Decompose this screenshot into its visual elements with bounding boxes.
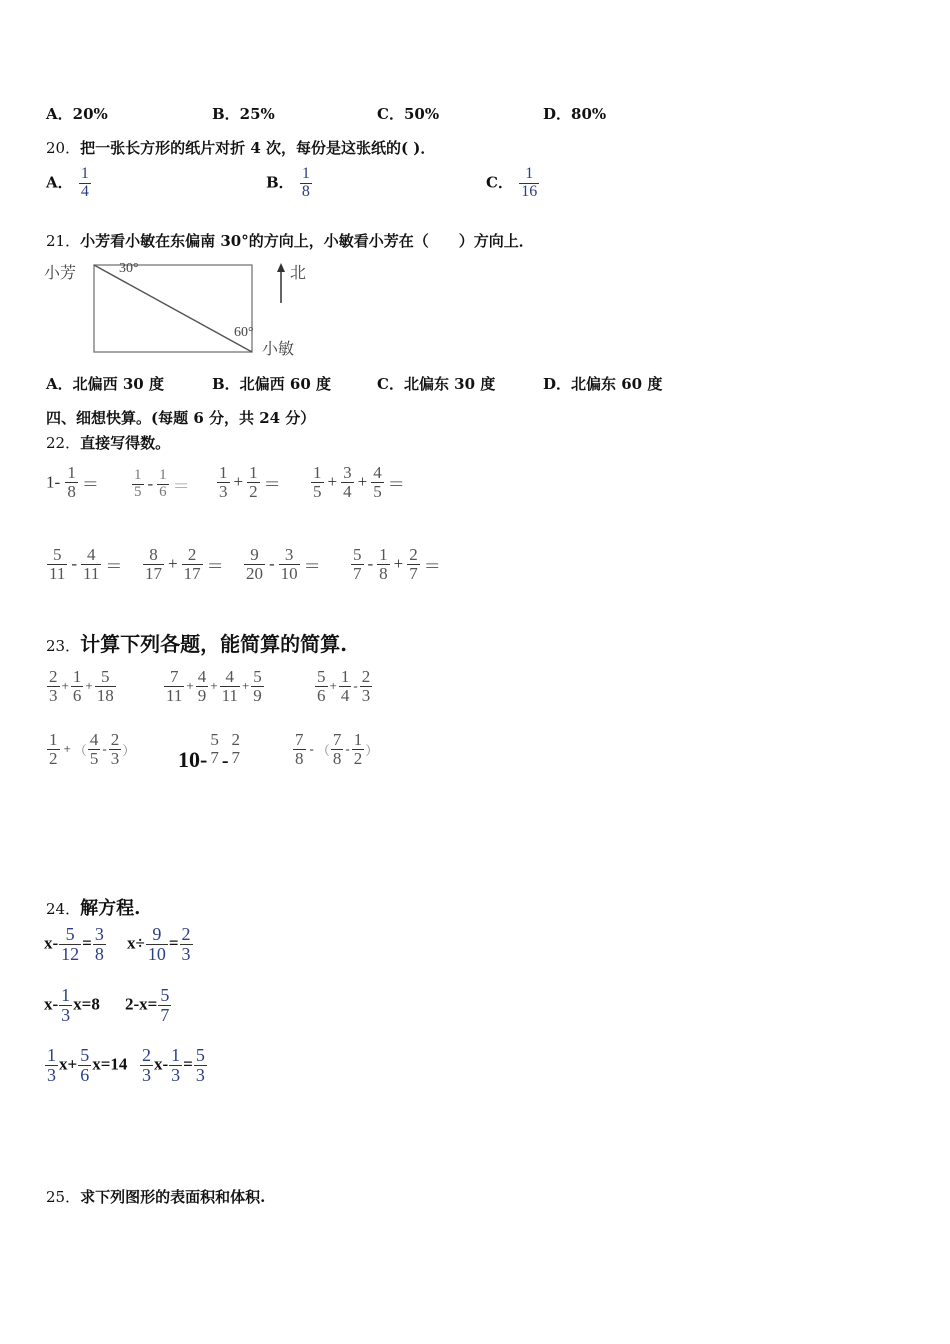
fraction: $\frac{5}{12}$ [61,924,80,964]
q22-item-8: $\frac{5}{7}$ - $\frac{1}{8}$ + $\frac{2}{7}$ ＝ [353,545,441,583]
q23-item-2: $\frac{7}{11}$ + $\frac{4}{9}$ + $\frac{4}{11}$ + $\frac{5}{9}$ [166,667,262,705]
fraction: $\frac{1}{4}$ [80,165,89,200]
q19-option-d[interactable]: D．80% [543,105,607,123]
fraction: $\frac{5}{7}$ [353,545,362,583]
q20-option-b[interactable] [266,166,313,201]
q20-stem [46,137,435,158]
fraction: $\frac{2}{17}$ [183,545,201,583]
fraction: $\frac{7}{8}$ [295,730,304,768]
q19-option-b[interactable]: B．25% [212,105,275,123]
fraction: 2 7 [231,730,240,767]
q23-number: 23． [46,637,81,655]
q24-equation-1: x- $\frac{5}{12}$ = $\frac{3}{8}$ [44,924,104,964]
q22-item-2: $\frac{1}{5}$ - $\frac{1}{6}$ ＝ [134,467,190,500]
angle-30: 30° [119,261,139,276]
q24-equation-6: $\frac{2}{3}$ x- $\frac{1}{3}$ = $\frac{5}{3}$ [142,1045,205,1085]
fraction: $\frac{1}{5}$ [134,467,142,500]
fraction: $\frac{5}{9}$ [253,667,262,705]
fraction: $\frac{1}{2}$ [353,730,363,768]
fraction: $\frac{5}{6}$ [80,1045,90,1085]
fraction: $\frac{2}{7}$ [409,545,418,583]
arrow-head [277,263,285,272]
q20-option-c[interactable] [486,166,540,201]
fraction: $\frac{7}{8}$ [332,730,342,768]
fraction: $\frac{1}{3}$ [171,1045,181,1085]
q25-number: 25． [46,1188,81,1206]
option-label: B． [266,173,294,192]
q21-option-d[interactable]: D．北偏东 60 度 [543,375,663,393]
q24-stem [46,894,140,920]
q20-text: 把一张长方形的纸片对折 4 次，每份是这张纸的( )． [80,139,436,157]
fraction: $\frac{5}{11}$ [49,545,66,583]
q24-equation-5: $\frac{1}{3}$ x+ $\frac{5}{6}$ x=14 [47,1045,128,1085]
fraction: $\frac{5}{18}$ [96,667,114,705]
option-label: C． [486,173,513,192]
fraction: $\frac{1}{5}$ [313,463,322,501]
q19-option-c[interactable]: C．50% [377,105,440,123]
fraction: $\frac{4}{11}$ [83,545,100,583]
fraction: $\frac{2}{3}$ [181,924,191,964]
fraction: $\frac{1}{3}$ [219,463,228,501]
fraction: $\frac{1}{8}$ [67,463,76,501]
q22-item-6: $\frac{8}{17}$ + $\frac{2}{17}$ ＝ [145,545,224,583]
q19-option-a[interactable]: A．20% [46,105,108,123]
label-north: 北 [290,263,307,282]
option-label: A． [46,173,73,192]
q25-stem [46,1186,265,1207]
q24-text: 解方程. [80,898,141,919]
fraction: $\frac{5}{3}$ [195,1045,205,1085]
q22-item-4: $\frac{1}{5}$ + $\frac{3}{4}$ + $\frac{4}{5}$ ＝ [313,463,405,501]
q22-item-1: 1- $\frac{1}{8}$ ＝ [46,463,99,501]
q23-item-6: $\frac{7}{8}$ - （ $\frac{7}{8}$ - $\frac{1}{2}$ ） [295,730,379,768]
q24-equation-4: 2-x= $\frac{5}{7}$ [125,985,170,1025]
fraction: $\frac{2}{3}$ [361,667,371,705]
fraction: $\frac{3}{10}$ [280,545,298,583]
q22-item-5: $\frac{5}{11}$ - $\frac{4}{11}$ ＝ [49,545,123,583]
q23-text: 计算下列各题，能简算的简算. [80,632,348,656]
fraction: $\frac{4}{5}$ [89,730,99,768]
fraction: $\frac{1}{3}$ [47,1045,56,1085]
fraction: $\frac{8}{17}$ [145,545,162,583]
q20-number: 20． [46,139,81,157]
fraction: $\frac{9}{20}$ [246,545,263,583]
fraction: $\frac{1}{8}$ [379,545,388,583]
fraction: $\frac{1}{3}$ [61,985,71,1025]
fraction: $\frac{5}{6}$ [317,667,326,705]
fraction: $\frac{9}{10}$ [147,924,166,964]
fraction: $\frac{1}{6}$ [72,667,82,705]
q23-stem [46,628,347,657]
fraction: $\frac{5}{7}$ [160,985,170,1025]
q22-text: 直接写得数。 [80,434,171,452]
fraction: $\frac{3}{8}$ [94,924,104,964]
fraction: $\frac{4}{9}$ [197,667,207,705]
fraction: $\frac{2}{3}$ [49,667,58,705]
section-heading: 四、细想快算。(每题 6 分，共 24 分） [46,409,316,427]
q23-item-5: 10- 5 7 - 2 7 [178,730,240,772]
fraction: $\frac{2}{3}$ [110,730,120,768]
diagonal-line [94,265,252,352]
q21-option-a[interactable]: A．北偏西 30 度 [46,375,164,393]
fraction: $\frac{7}{11}$ [166,667,183,705]
fraction: $\frac{1}{2}$ [249,463,258,501]
q21-option-b[interactable]: B．北偏西 60 度 [212,375,331,393]
q23-item-4: $\frac{1}{2}$ + （ $\frac{4}{5}$ - $\frac{2}{3}$ ） [49,730,136,768]
angle-60: 60° [234,325,254,340]
q23-item-1: $\frac{2}{3}$ + $\frac{1}{6}$ + $\frac{5}{18}$ [49,667,114,705]
q20-option-a[interactable] [46,166,92,201]
q21-number: 21． [46,232,81,250]
fraction: $\frac{4}{11}$ [221,667,238,705]
fraction: $\frac{4}{5}$ [373,463,382,501]
q23-item-3: $\frac{5}{6}$ + $\frac{1}{4}$ - $\frac{2}{3}$ [317,667,371,705]
label-xiaomin: 小敏 [262,339,295,358]
fraction: $\frac{1}{16}$ [521,165,538,200]
q25-text: 求下列图形的表面积和体积. [80,1188,266,1206]
fraction: $\frac{1}{2}$ [49,730,58,768]
q24-equation-2: x÷ $\frac{9}{10}$ = $\frac{2}{3}$ [127,924,191,964]
q21-stem [46,230,534,251]
q22-stem [46,432,170,453]
fraction: $\frac{1}{8}$ [301,165,310,200]
fraction: $\frac{1}{4}$ [340,667,350,705]
q24-number: 24． [46,900,81,918]
fraction: $\frac{1}{6}$ [159,467,167,500]
label-xiaofang: 小芳 [44,263,77,282]
fraction: 5 7 [210,730,219,767]
q24-equation-3: x- $\frac{1}{3}$ x=8 [44,985,100,1025]
q22-item-3: $\frac{1}{3}$ + $\frac{1}{2}$ ＝ [219,463,281,501]
fraction: $\frac{2}{3}$ [142,1045,151,1085]
fraction: $\frac{3}{4}$ [343,463,352,501]
q22-number: 22． [46,434,81,452]
q21-figure [44,258,334,362]
q21-text: 小芳看小敏在东偏南 30°的方向上，小敏看小芳在（ ）方向上． [80,232,534,250]
q22-item-7: $\frac{9}{20}$ - $\frac{3}{10}$ ＝ [246,545,321,583]
q21-option-c[interactable]: C．北偏东 30 度 [377,375,496,393]
